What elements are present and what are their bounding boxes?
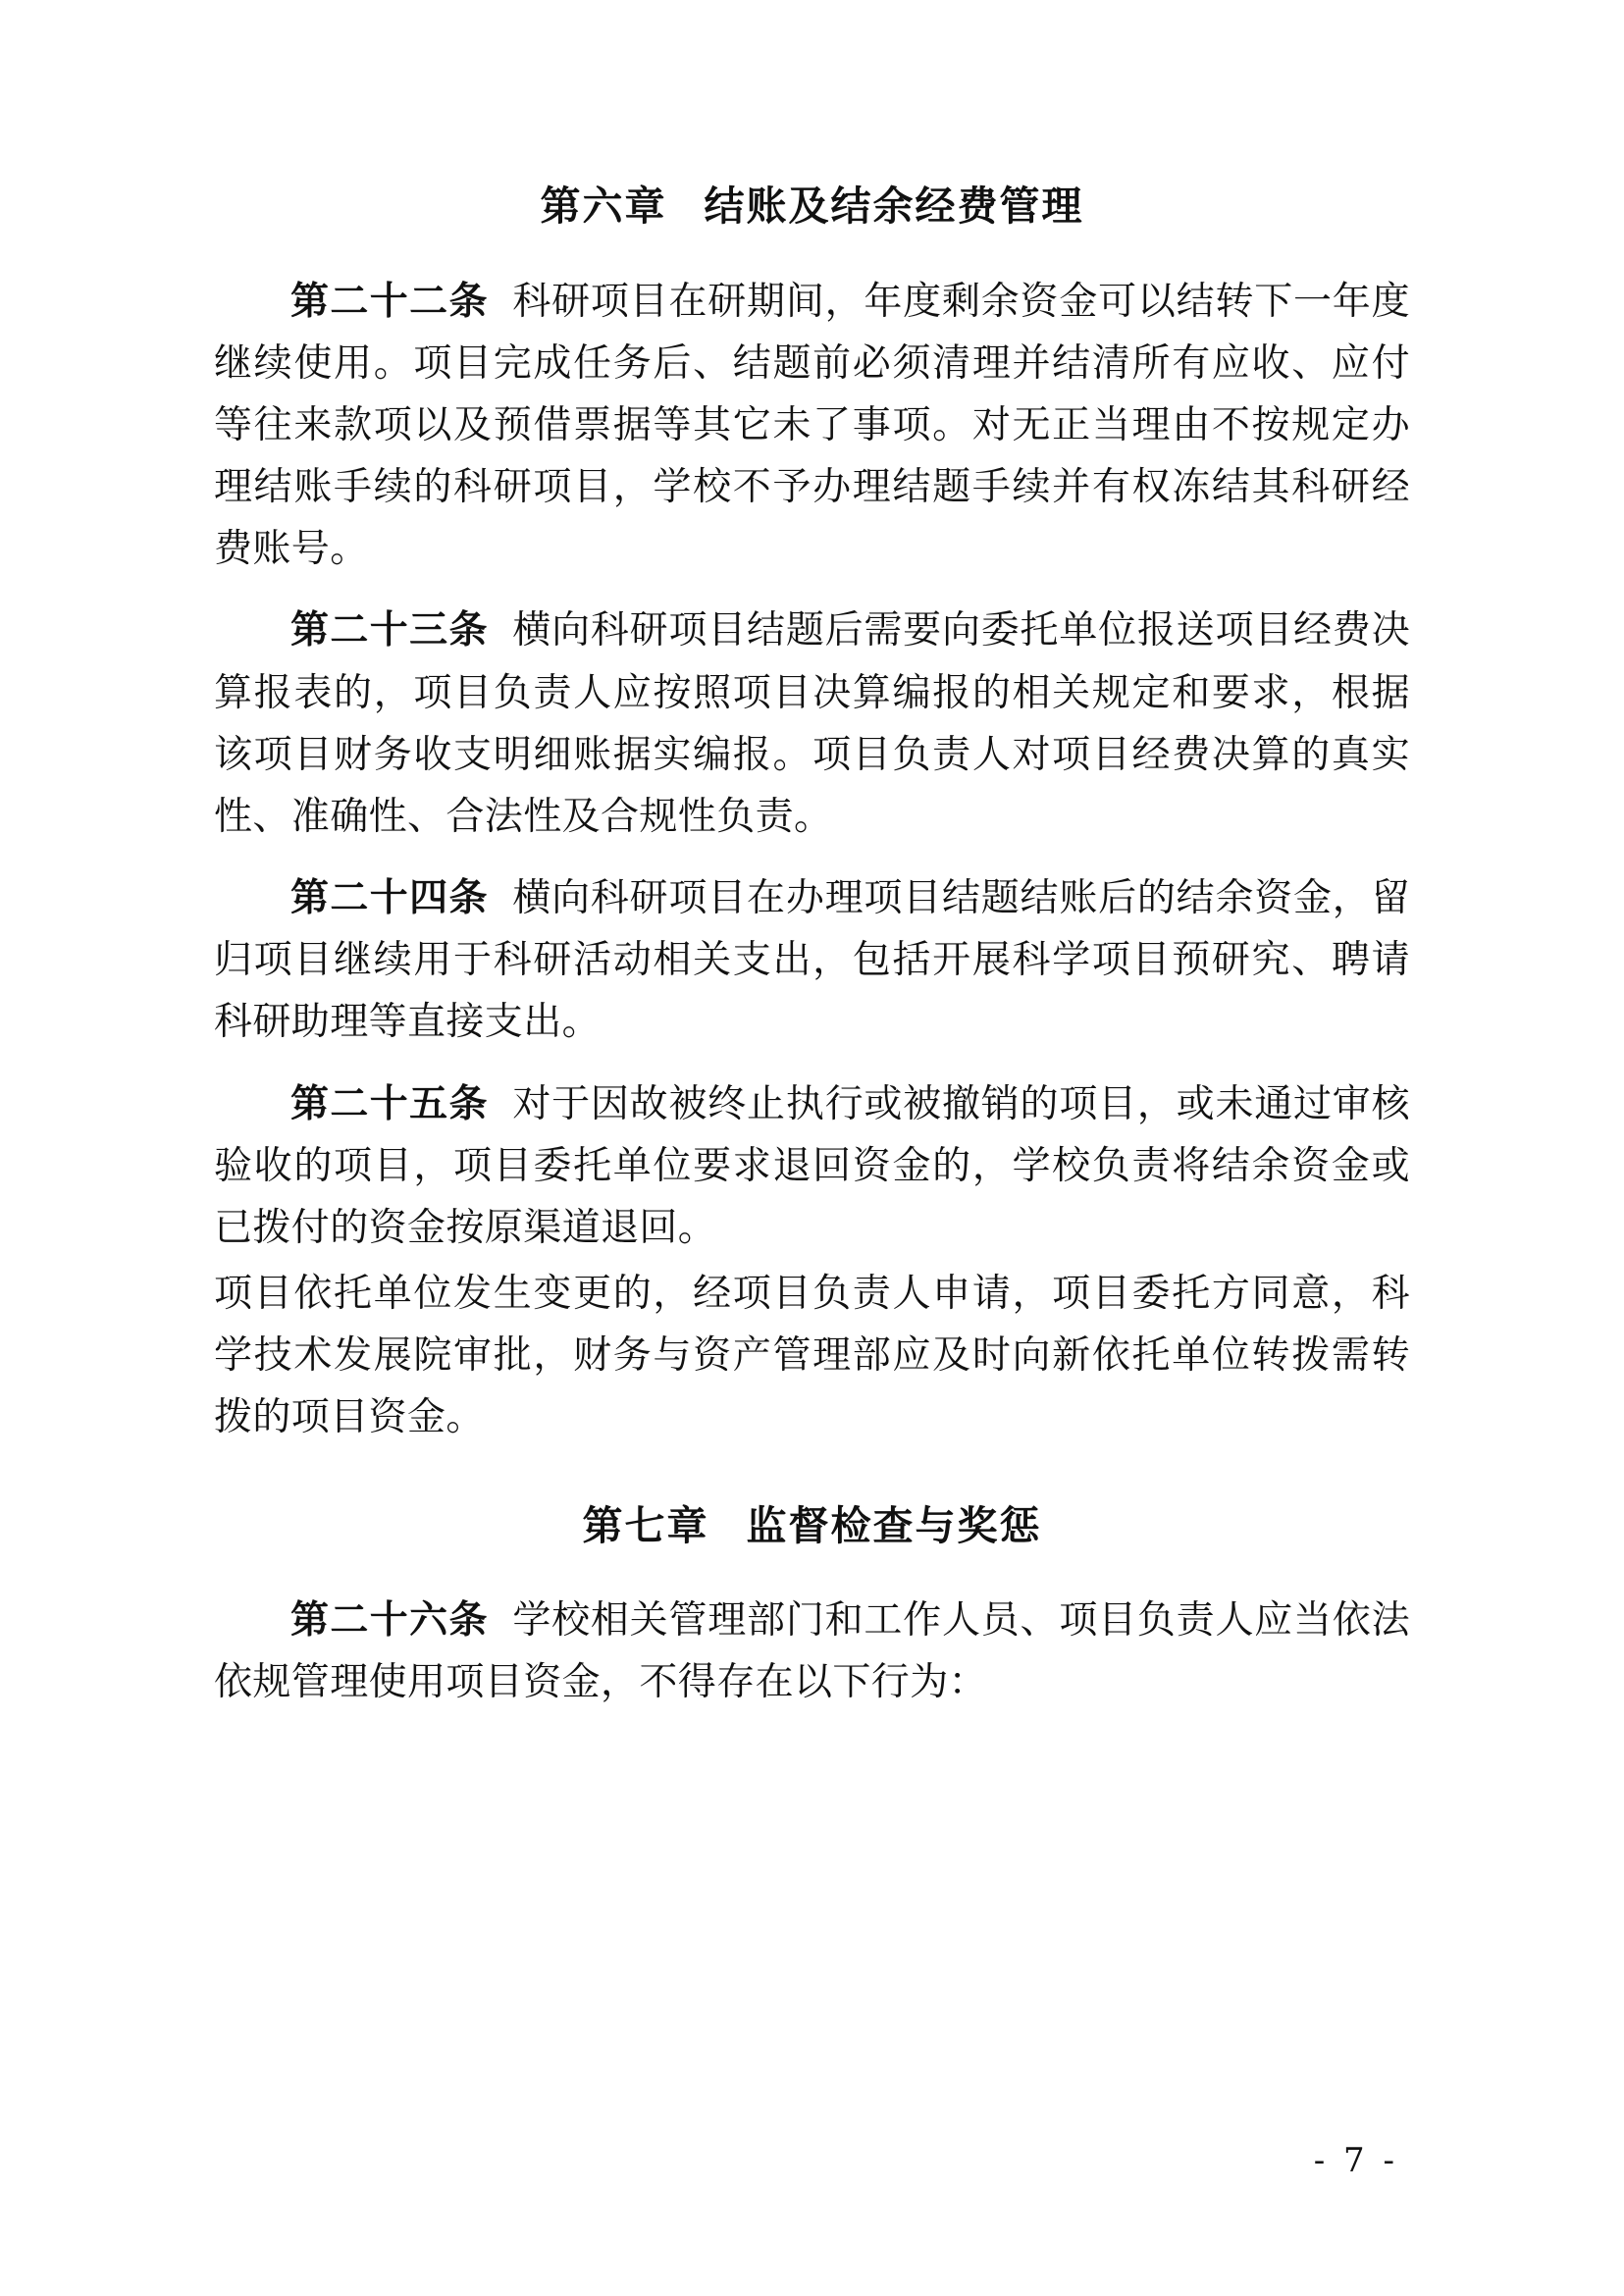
- chapter-7-prefix: 第七章: [582, 1501, 709, 1549]
- article-22-label: 第二十二条: [290, 278, 489, 324]
- chapter-7-title: 监督检查与奖惩: [746, 1501, 1042, 1549]
- article-25-continuation: 项目依托单位发生变更的，经项目负责人申请，项目委托方同意，科学技术发展院审批，财务与资产管理部应及时向新依托单位转拨需转拨的项目资金。: [214, 1272, 1410, 1440]
- paragraph-spacer-1: [214, 584, 1410, 600]
- article-24-label: 第二十四条: [290, 875, 489, 921]
- article-22: [214, 271, 1410, 581]
- article-24: [214, 867, 1410, 1054]
- article-23-text: 横向科研项目结题后需要向委托单位报送项目经费决算报表的，项目负责人应按照项目决算编报的相关规定和要求，根据该项目财务收支明细账据实编报。项目负责人对项目经费决算的真实性、准确性、合法性及合规性负责。: [214, 608, 1410, 839]
- article-23-label: 第二十三条: [290, 607, 489, 653]
- article-25-label: 第二十五条: [290, 1080, 489, 1126]
- chapter-6-heading: [214, 177, 1410, 237]
- chapter-6-title: 结账及结余经费管理: [704, 183, 1084, 230]
- paragraph-spacer-3: [214, 1058, 1410, 1073]
- article-25-text: 对于因故被终止执行或被撤销的项目，或未通过审核验收的项目，项目委托单位要求退回资金的，学校负责将结余资金或已拨付的资金按原渠道退回。: [214, 1081, 1410, 1250]
- page-number: - 7 -: [1313, 2141, 1398, 2180]
- chapter-6-prefix: 第六章: [540, 183, 667, 230]
- article-23: [214, 600, 1410, 848]
- article-26-label: 第二十六条: [290, 1597, 489, 1644]
- paragraph-spacer-2: [214, 852, 1410, 867]
- article-25: [214, 1073, 1410, 1260]
- article-26-text: 学校相关管理部门和工作人员、项目负责人应当依法依规管理使用项目资金，不得存在以下行为：: [214, 1598, 1410, 1705]
- chapter-spacer: [214, 1453, 1410, 1496]
- chapter-7-heading: [214, 1496, 1410, 1557]
- article-22-text: 科研项目在研期间，年度剩余资金可以结转下一年度继续使用。项目完成任务后、结题前必须清理并结清所有应收、应付等往来款项以及预借票据等其它未了事项。对无正当理由不按规定办理结账手续的科研项目，学校不予办理结题手续并有权冻结其科研经费账号。: [214, 279, 1410, 572]
- article-24-text: 横向科研项目在办理项目结题结账后的结余资金，留归项目继续用于科研活动相关支出，包括开展科学项目预研究、聘请科研助理等直接支出。: [214, 876, 1410, 1045]
- article-26: [214, 1590, 1410, 1713]
